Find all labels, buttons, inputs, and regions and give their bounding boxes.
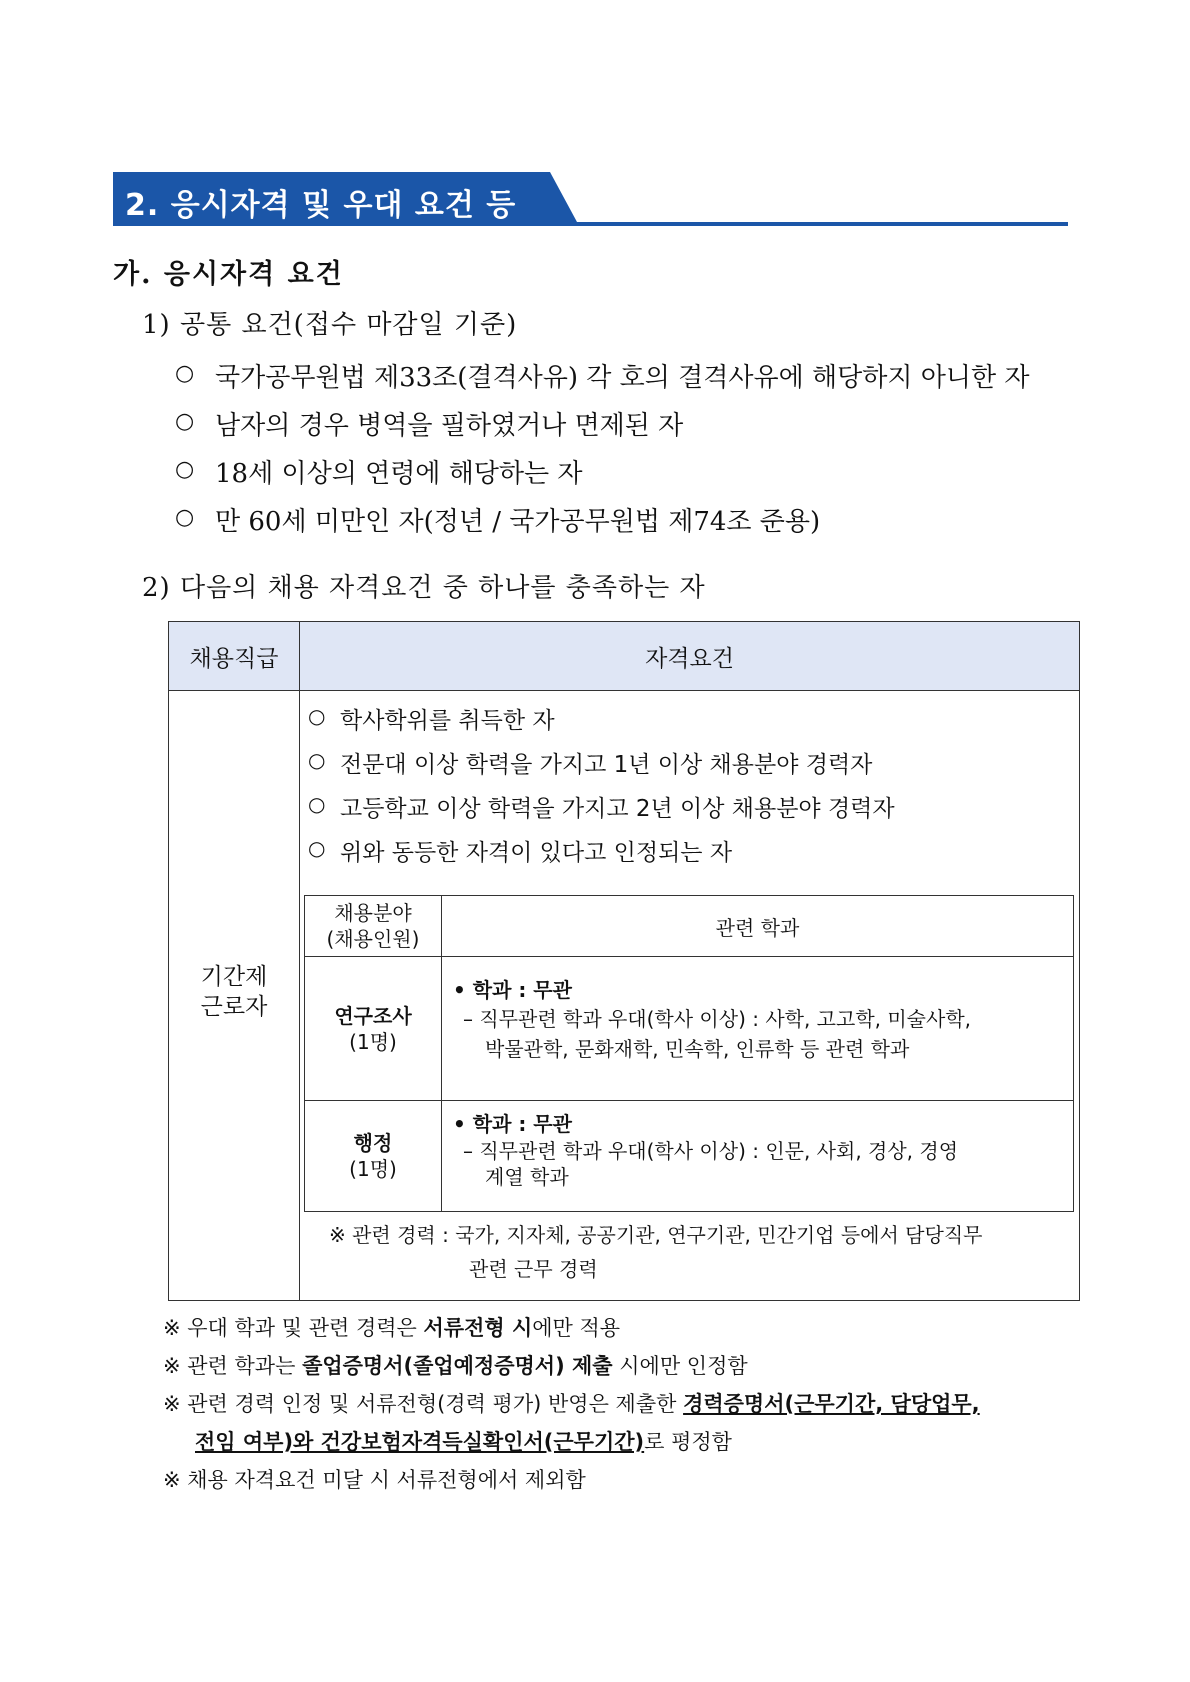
list-item: ○ 국가공무원법 제33조(결격사유) 각 호의 결격사유에 해당하지 아니한 자 bbox=[175, 361, 1030, 393]
grade-cell: 기간제 근로자 bbox=[200, 964, 268, 1020]
section-header bbox=[113, 172, 1068, 228]
department-cell-admin: • 학과 : 무관 – 직무관련 학과 우대(학사 이상) : 인문, 사회, 경상, 경영 계열 학과 bbox=[453, 1112, 959, 1189]
circle-bullet-icon: ○ bbox=[175, 457, 195, 482]
circle-bullet-icon: ○ bbox=[175, 361, 195, 386]
footnote: ※ 채용 자격요건 미달 시 서류전형에서 제외함 bbox=[163, 1468, 586, 1492]
field-cell-admin: 행정 (1명) bbox=[349, 1131, 397, 1181]
department-cell-research: • 학과 : 무관 – 직무관련 학과 우대(학사 이상) : 사학, 고고학, 미술사학, 박물관학, 문화재학, 민속학, 인류학 등 관련 학과 bbox=[453, 978, 971, 1061]
circle-bullet-icon: ○ bbox=[308, 792, 326, 816]
requirements-table bbox=[168, 621, 1080, 1301]
list-item: ○ 18세 이상의 연령에 해당하는 자 bbox=[175, 457, 583, 489]
common-requirements-list bbox=[175, 357, 1029, 549]
header-grade: 채용직급 bbox=[189, 645, 279, 672]
footnote: ※ 관련 경력 인정 및 서류전형(경력 평가) 반영은 제출한 경력증명서(근무기간, 담당업무, bbox=[163, 1392, 980, 1416]
subsection-heading: 가. 응시자격 요건 bbox=[113, 259, 344, 290]
career-note: ※ 관련 경력 : 국가, 지자체, 공공기관, 연구기관, 민간기업 등에서 담당직무 관련 근무 경력 bbox=[329, 1223, 983, 1281]
list-item: ○ 고등학교 이상 학력을 가지고 2년 이상 채용분야 경력자 bbox=[308, 790, 895, 834]
circle-bullet-icon: ○ bbox=[308, 704, 326, 728]
footnote: ※ 관련 학과는 졸업증명서(졸업예정증명서) 제출 시에만 인정함 bbox=[163, 1354, 748, 1378]
header-requirements: 자격요건 bbox=[645, 645, 734, 672]
footnote-continuation: 전임 여부)와 건강보험자격득실확인서(근무기간)로 평정함 bbox=[195, 1430, 732, 1454]
footnote: ※ 우대 학과 및 관련 경력은 서류전형 시에만 적용 bbox=[163, 1316, 621, 1340]
field-cell-research: 연구조사 (1명) bbox=[334, 1003, 412, 1054]
header-field: 채용분야 (채용인원) bbox=[326, 901, 420, 951]
header-department: 관련 학과 bbox=[715, 915, 800, 940]
field-department-table bbox=[304, 895, 1074, 1212]
common-requirements-title: 1) 공통 요건(접수 마감일 기준) bbox=[142, 310, 518, 340]
section-title: 2. 응시자격 및 우대 요건 등 bbox=[125, 188, 517, 223]
list-item: ○ 만 60세 미만인 자(정년 / 국가공무원법 제74조 준용) bbox=[175, 505, 821, 537]
list-item: ○ 학사학위를 취득한 자 bbox=[308, 702, 895, 746]
list-item: ○ 전문대 이상 학력을 가지고 1년 이상 채용분야 경력자 bbox=[308, 746, 895, 790]
column-divider bbox=[299, 622, 300, 1300]
list-item: ○ 남자의 경우 병역을 필하였거나 면제된 자 bbox=[175, 409, 684, 441]
circle-bullet-icon: ○ bbox=[175, 505, 195, 530]
circle-bullet-icon: ○ bbox=[308, 836, 326, 860]
specific-requirements-title: 2) 다음의 채용 자격요건 중 하나를 충족하는 자 bbox=[142, 573, 706, 603]
circle-bullet-icon: ○ bbox=[308, 748, 326, 772]
qualification-list bbox=[308, 702, 895, 878]
circle-bullet-icon: ○ bbox=[175, 409, 195, 434]
list-item: ○ 위와 동등한 자격이 있다고 인정되는 자 bbox=[308, 834, 895, 878]
footnotes bbox=[163, 1309, 980, 1499]
